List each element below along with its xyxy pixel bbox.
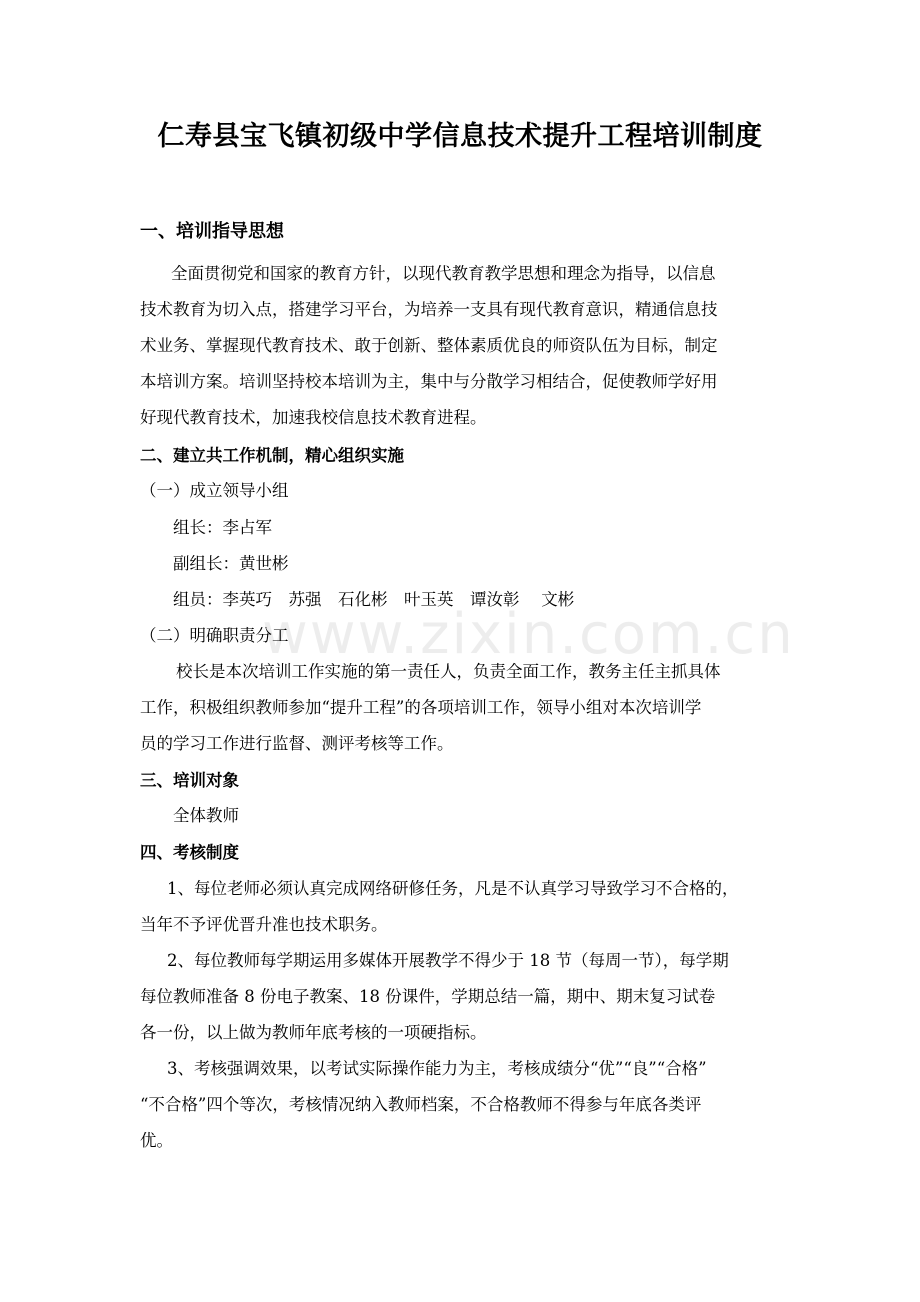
members-line: 组员：李英巧 苏强 石化彬 叶玉英 谭汝彰 文彬 — [173, 590, 575, 609]
section4-item2-line: 各一份，以上做为教师年底考核的一项硬指标。 — [140, 1023, 487, 1042]
section4-heading: 四、考核制度 — [140, 843, 239, 862]
section2-line: 工作，积极组织教师参加“提升工程”的各项培训工作，领导小组对本次培训学 — [140, 698, 702, 717]
deputy-line: 副组长：黄世彬 — [173, 554, 289, 573]
section1-line: 全面贯彻党和国家的教育方针，以现代教育教学思想和理念为指导，以信息 — [171, 264, 716, 283]
watermark: www.zixin.com.cn — [262, 602, 795, 667]
section1-line: 术业务、掌握现代教育技术、敢于创新、整体素质优良的师资队伍为目标，制定 — [140, 336, 718, 355]
section2-heading: 二、建立共工作机制，精心组织实施 — [140, 446, 404, 465]
section2-sub1: （一）成立领导小组 — [140, 481, 289, 500]
section3-text: 全体教师 — [173, 806, 239, 825]
section4-item1-line: 1、每位老师必须认真完成网络研修任务，凡是不认真学习导致学习不合格的， — [167, 879, 739, 898]
leader-line: 组长：李占军 — [173, 518, 272, 537]
section1-line: 好现代教育技术，加速我校信息技术教育进程。 — [140, 408, 487, 427]
section2-sub2: （二）明确职责分工 — [140, 626, 289, 645]
section4-item2-line: 每位教师准备 8 份电子教案、18 份课件，学期总结一篇，期中、期末复习试卷 — [140, 987, 716, 1006]
section4-item3-line: 3、考核强调效果，以考试实际操作能力为主，考核成绩分“优”“良”“合格” — [167, 1059, 707, 1078]
section2-line: 校长是本次培训工作实施的第一责任人，负责全面工作，教务主任主抓具体 — [176, 662, 721, 681]
section3-heading: 三、培训对象 — [140, 771, 239, 790]
section2-line: 员的学习工作进行监督、测评考核等工作。 — [140, 734, 454, 753]
section4-item3-line: “不合格”四个等次，考核情况纳入教师档案，不合格教师不得参与年底各类评 — [140, 1095, 702, 1114]
section4-item1-line: 当年不予评优晋升准也技术职务。 — [140, 915, 388, 934]
section1-line: 本培训方案。培训坚持校本培训为主，集中与分散学习相结合，促使教师学好用 — [140, 372, 718, 391]
section4-item2-line: 2、每位教师每学期运用多媒体开展教学不得少于 18 节（每周一节），每学期 — [167, 951, 729, 970]
section1-line: 技术教育为切入点，搭建学习平台，为培养一支具有现代教育意识，精通信息技 — [140, 300, 718, 319]
section1-heading: 一、培训指导思想 — [140, 221, 284, 242]
document-title: 仁寿县宝飞镇初级中学信息技术提升工程培训制度 — [157, 121, 763, 152]
section4-item3-line: 优。 — [140, 1131, 173, 1150]
